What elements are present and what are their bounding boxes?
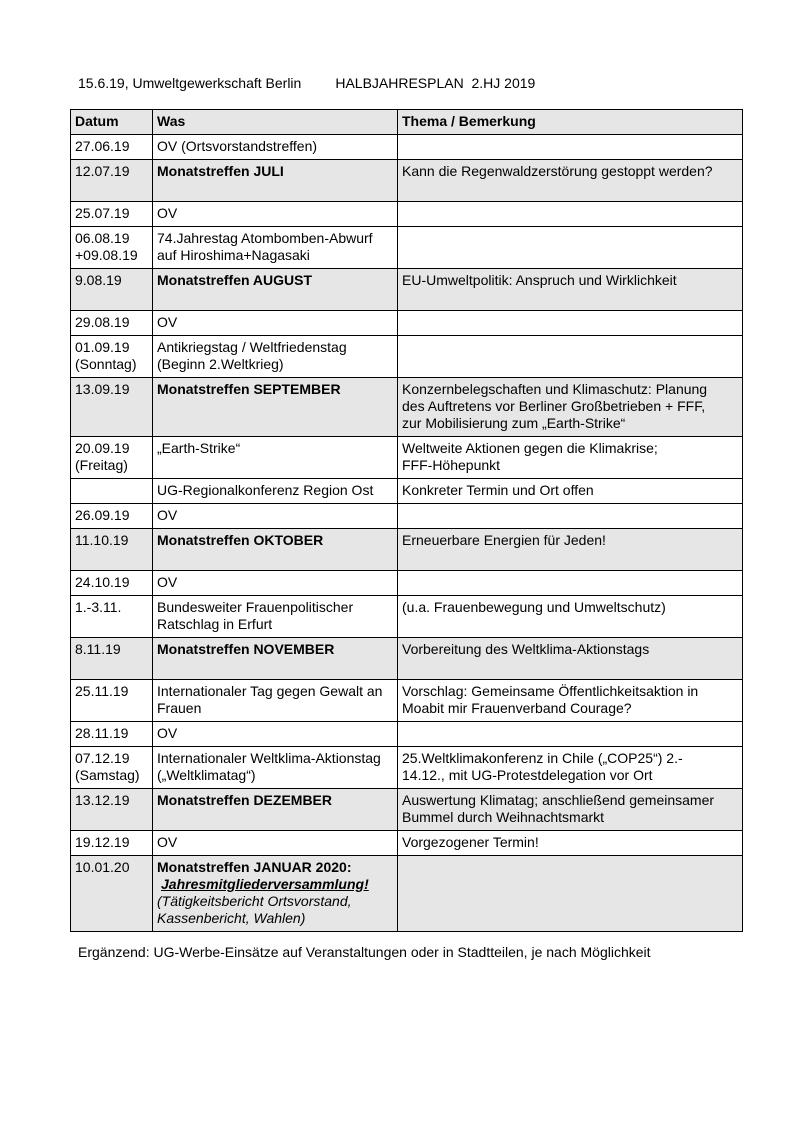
was-cell [153,856,398,932]
table-row [71,856,743,932]
footer-note: Ergänzend: UG-Werbe-Einsätze auf Veranstaltungen oder in Stadtteilen, je nach Möglichkeit [78,944,651,960]
thema-cell [398,831,743,856]
thema-cell [398,437,743,479]
table-row [71,160,743,202]
date-cell [71,638,153,680]
thema-cell [398,856,743,932]
table-row [71,722,743,747]
table-row [71,529,743,571]
thema-cell [398,747,743,789]
table-row [71,227,743,269]
thema-text: Konzernbelegschaften und Klimaschutz: Planung [402,381,708,397]
was-cell [153,269,398,311]
thema-text: zur Mobilisierung zum „Earth-Strike“ [402,415,626,431]
thema-cell [398,160,743,202]
was-cell [153,378,398,437]
date-text: (Sonntag) [75,356,137,372]
was-text: Monatstreffen DEZEMBER [157,792,333,808]
thema-text: 25.Weltklimakonferenz in Chile („COP25“) 2.- [402,750,683,766]
date-text: 1.-3.11. [75,599,122,615]
was-text: Monatstreffen JULI [157,163,284,179]
was-cell [153,789,398,831]
date-cell [71,831,153,856]
was-text: Antikriegstag / Weltfriedenstag [157,339,347,355]
was-cell [153,227,398,269]
was-text: OV [157,725,178,741]
date-cell [71,202,153,227]
was-cell [153,747,398,789]
thema-cell [398,789,743,831]
date-text: 25.11.19 [75,683,129,699]
was-cell [153,202,398,227]
was-text: UG-Regionalkonferenz Region Ost [157,482,374,498]
thema-text: Vorschlag: Gemeinsame Öffentlichkeitsaktion in [402,683,699,699]
thema-cell [398,680,743,722]
document-title: HALBJAHRESPLAN 2.HJ 2019 [335,75,536,91]
was-text: Frauen [157,700,202,716]
column-header-datum: Datum [71,110,153,135]
was-text: Internationaler Weltklima-Aktionstag [157,750,381,766]
column-header-was: Was [153,110,398,135]
date-cell [71,135,153,160]
was-cell [153,529,398,571]
was-text: auf Hiroshima+Nagasaki [157,247,310,263]
date-cell [71,160,153,202]
was-cell [153,479,398,504]
date-text: 8.11.19 [75,641,121,657]
date-text: 25.07.19 [75,205,130,221]
thema-text: Bummel durch Weihnachtsmarkt [402,809,605,825]
column-header-thema: Thema / Bemerkung [398,110,743,135]
was-text: „Earth-Strike“ [157,440,241,456]
date-cell [71,680,153,722]
date-cell [71,311,153,336]
thema-cell [398,529,743,571]
table-row [71,202,743,227]
date-text: 13.12.19 [75,792,130,808]
table-row [71,437,743,479]
was-cell [153,831,398,856]
date-text: 19.12.19 [75,834,130,850]
was-text: OV [157,574,178,590]
was-text: („Weltklimatag“) [157,767,256,783]
thema-text: Erneuerbare Energien für Jeden! [402,532,606,548]
thema-cell [398,336,743,378]
thema-text: des Auftretens vor Berliner Großbetrieben + FFF, [402,398,706,414]
date-text: (Freitag) [75,457,128,473]
was-cell [153,311,398,336]
thema-cell [398,311,743,336]
date-text: 10.01.20 [75,859,130,875]
thema-cell [398,571,743,596]
date-text: +09.08.19 [75,247,138,263]
date-text: 9.08.19 [75,272,122,288]
table-row [71,336,743,378]
thema-text: Vorgezogener Termin! [402,834,539,850]
was-text: OV (Ortsvorstandstreffen) [157,138,318,154]
date-text: 07.12.19 [75,750,130,766]
was-text: OV [157,314,178,330]
thema-text: Weltweite Aktionen gegen die Klimakrise; [402,440,658,456]
thema-text: Vorbereitung des Weltklima-Aktionstags [402,641,650,657]
was-note: Kassenbericht, Wahlen) [157,910,306,926]
was-cell [153,571,398,596]
date-cell [71,747,153,789]
table-row [71,596,743,638]
thema-cell [398,269,743,311]
thema-cell [398,479,743,504]
thema-cell [398,378,743,437]
table-row [71,680,743,722]
table-row [71,831,743,856]
date-cell [71,336,153,378]
date-text: 01.09.19 [75,339,130,355]
date-text: 13.09.19 [75,381,130,397]
table-row [71,504,743,529]
was-cell [153,437,398,479]
table-row [71,747,743,789]
schedule-table [70,109,743,932]
date-text: 28.11.19 [75,725,129,741]
thema-text: Kann die Regenwaldzerstörung gestoppt werden? [402,163,713,179]
date-text: (Samstag) [75,767,140,783]
date-cell [71,227,153,269]
thema-cell [398,638,743,680]
date-cell [71,504,153,529]
was-cell [153,638,398,680]
date-text: 26.09.19 [75,507,130,523]
date-cell [71,269,153,311]
thema-text: 14.12., mit UG-Protestdelegation vor Ort [402,767,653,783]
was-text: OV [157,834,178,850]
was-text: Internationaler Tag gegen Gewalt an [157,683,383,699]
was-cell [153,336,398,378]
thema-text: (u.a. Frauenbewegung und Umweltschutz) [402,599,666,615]
date-text: 12.07.19 [75,163,130,179]
date-cell [71,856,153,932]
date-text: 24.10.19 [75,574,130,590]
table-row [71,378,743,437]
table-row [71,638,743,680]
thema-text: Auswertung Klimatag; anschließend gemeinsamer [402,792,715,808]
date-cell [71,529,153,571]
was-cell [153,722,398,747]
was-text: Ratschlag in Erfurt [157,616,273,632]
was-cell [153,504,398,529]
was-text: Monatstreffen JANUAR 2020: [157,859,352,875]
table-header-row [71,110,743,135]
was-text: OV [157,205,178,221]
thema-cell [398,504,743,529]
was-text: Monatstreffen NOVEMBER [157,641,335,657]
was-note: (Tätigkeitsbericht Ortsvorstand, [157,893,352,909]
thema-cell [398,135,743,160]
table-row [71,135,743,160]
was-text: Bundesweiter Frauenpolitischer [157,599,354,615]
was-text: Monatstreffen OKTOBER [157,532,324,548]
table-row [71,789,743,831]
thema-cell [398,202,743,227]
was-subtitle: Jahresmitgliederversammlung! [161,876,369,892]
was-text: Monatstreffen AUGUST [157,272,313,288]
date-text: 29.08.19 [75,314,130,330]
was-cell [153,160,398,202]
thema-text: FFF-Höhepunkt [402,457,501,473]
date-cell [71,722,153,747]
date-text: 20.09.19 [75,440,130,456]
document-header [78,75,535,91]
date-cell [71,789,153,831]
date-cell [71,479,153,504]
date-text: 06.08.19 [75,230,130,246]
table-row [71,311,743,336]
was-text: 74.Jahrestag Atombomben-Abwurf [157,230,373,246]
date-cell [71,378,153,437]
date-cell [71,596,153,638]
date-cell [71,571,153,596]
thema-text: Konkreter Termin und Ort offen [402,482,594,498]
date-text: 11.10.19 [75,532,129,548]
table-row [71,479,743,504]
header-date-org: 15.6.19, Umweltgewerkschaft Berlin [78,75,302,91]
thema-cell [398,596,743,638]
thema-cell [398,722,743,747]
date-text: 27.06.19 [75,138,130,154]
was-text: Monatstreffen SEPTEMBER [157,381,341,397]
thema-text: EU-Umweltpolitik: Anspruch und Wirklichkeit [402,272,677,288]
was-text: OV [157,507,178,523]
thema-text: Moabit mir Frauenverband Courage? [402,700,632,716]
was-cell [153,135,398,160]
table-row [71,571,743,596]
was-cell [153,596,398,638]
was-text: (Beginn 2.Weltkrieg) [157,356,284,372]
was-cell [153,680,398,722]
date-cell [71,437,153,479]
table-row [71,269,743,311]
thema-cell [398,227,743,269]
